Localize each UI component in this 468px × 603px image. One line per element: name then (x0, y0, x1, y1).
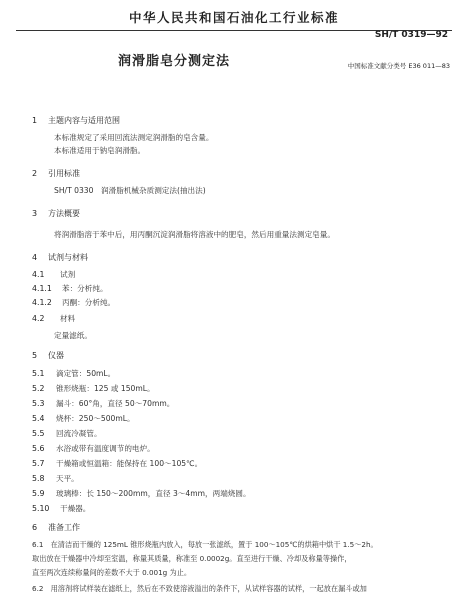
apparatus-number: 5.8 (32, 474, 45, 483)
document-title: 润滑脂皂分测定法 (118, 54, 231, 69)
section-3-title: 方法概要 (48, 209, 80, 218)
section-3-paragraph: 将润滑脂溶于苯中后，用丙酮沉淀润滑脂将溶液中的肥皂，然后用重量法测定皂量。 (54, 230, 335, 239)
apparatus-number: 5.4 (32, 414, 45, 423)
section-6-paragraph: 取出放在干燥器中冷却至室温，称量其质量，称准至 0.0002g。直至进行干燥、冷却及称量等操作， (32, 554, 352, 563)
section-6-paragraph: 6.1 在清洁而干燥的 125mL 锥形烧瓶内放入，每放一张滤纸，置于 100～105℃的烘箱中烘干 1.5～2h。 (32, 540, 378, 549)
clause-text: 苯：分析纯。 (62, 284, 108, 293)
clause-text: 定量滤纸。 (54, 331, 92, 340)
apparatus-number: 5.6 (32, 444, 45, 453)
apparatus-text: 干燥器。 (60, 504, 91, 513)
section-5-number: 5 (32, 351, 38, 360)
apparatus-number: 5.2 (32, 384, 45, 393)
section-5-title: 仪器 (48, 351, 64, 360)
section-6-title: 准备工作 (48, 523, 80, 532)
apparatus-text: 烧杯：250～500mL。 (56, 414, 135, 423)
apparatus-number: 5.3 (32, 399, 45, 408)
section-2-title: 引用标准 (48, 169, 80, 178)
apparatus-text: 锥形烧瓶：125 或 150mL。 (56, 384, 155, 393)
apparatus-text: 回流冷凝管。 (56, 429, 102, 438)
clause-text: 材料 (60, 314, 76, 323)
clause-text: 试剂 (60, 270, 76, 279)
apparatus-number: 5.1 (32, 369, 45, 378)
apparatus-text: 干燥箱或恒温箱：能保持在 100～105℃。 (56, 459, 203, 468)
classification-code: 中国标准文献分类号 E36 011—83 (347, 62, 450, 70)
section-1-paragraph: 本标准适用于钠皂润滑脂。 (54, 146, 146, 155)
section-6-paragraph: 6.2 用溶剂将试样装在滤纸上，然后在不致使溶液溢出的条件下，从试样容器的试样，一起放在漏斗或加 (32, 584, 367, 593)
section-6-number: 6 (32, 523, 38, 532)
apparatus-text: 天平。 (56, 474, 79, 483)
clause-text: 丙酮：分析纯。 (62, 298, 116, 307)
section-1-number: 1 (32, 116, 38, 125)
section-4-number: 4 (32, 253, 38, 262)
referenced-standard: SH/T 0330 润滑脂机械杂质测定法(抽出法) (54, 186, 206, 195)
standard-number: SH/T 0319—92 (374, 30, 448, 40)
apparatus-text: 水浴或带有温度调节的电炉。 (56, 444, 155, 453)
apparatus-number: 5.7 (32, 459, 45, 468)
apparatus-number: 5.10 (32, 504, 50, 513)
clause-number: 4.1.1 (32, 284, 52, 293)
section-1-title: 主题内容与适用范围 (48, 116, 120, 125)
apparatus-text: 滴定管：50mL。 (56, 369, 116, 378)
apparatus-number: 5.5 (32, 429, 45, 438)
section-1-paragraph: 本标准规定了采用回流法测定润滑脂的皂含量。 (54, 133, 214, 142)
issuing-organization: 中华人民共和国石油化工行业标准 (128, 10, 339, 25)
apparatus-text: 漏斗：60°角，直径 50～70mm。 (56, 399, 175, 408)
section-6-paragraph: 直至两次连续称量间的差数不大于 0.001g 为止。 (32, 568, 192, 577)
section-3-number: 3 (32, 209, 38, 218)
apparatus-number: 5.9 (32, 489, 45, 498)
apparatus-text: 玻璃棒：长 150～200mm，直径 3～4mm，两端烧圆。 (56, 489, 251, 498)
clause-number: 4.1 (32, 270, 45, 279)
clause-number: 4.1.2 (32, 298, 52, 307)
clause-number: 4.2 (32, 314, 45, 323)
section-2-number: 2 (32, 169, 38, 178)
section-4-title: 试剂与材料 (48, 253, 88, 262)
